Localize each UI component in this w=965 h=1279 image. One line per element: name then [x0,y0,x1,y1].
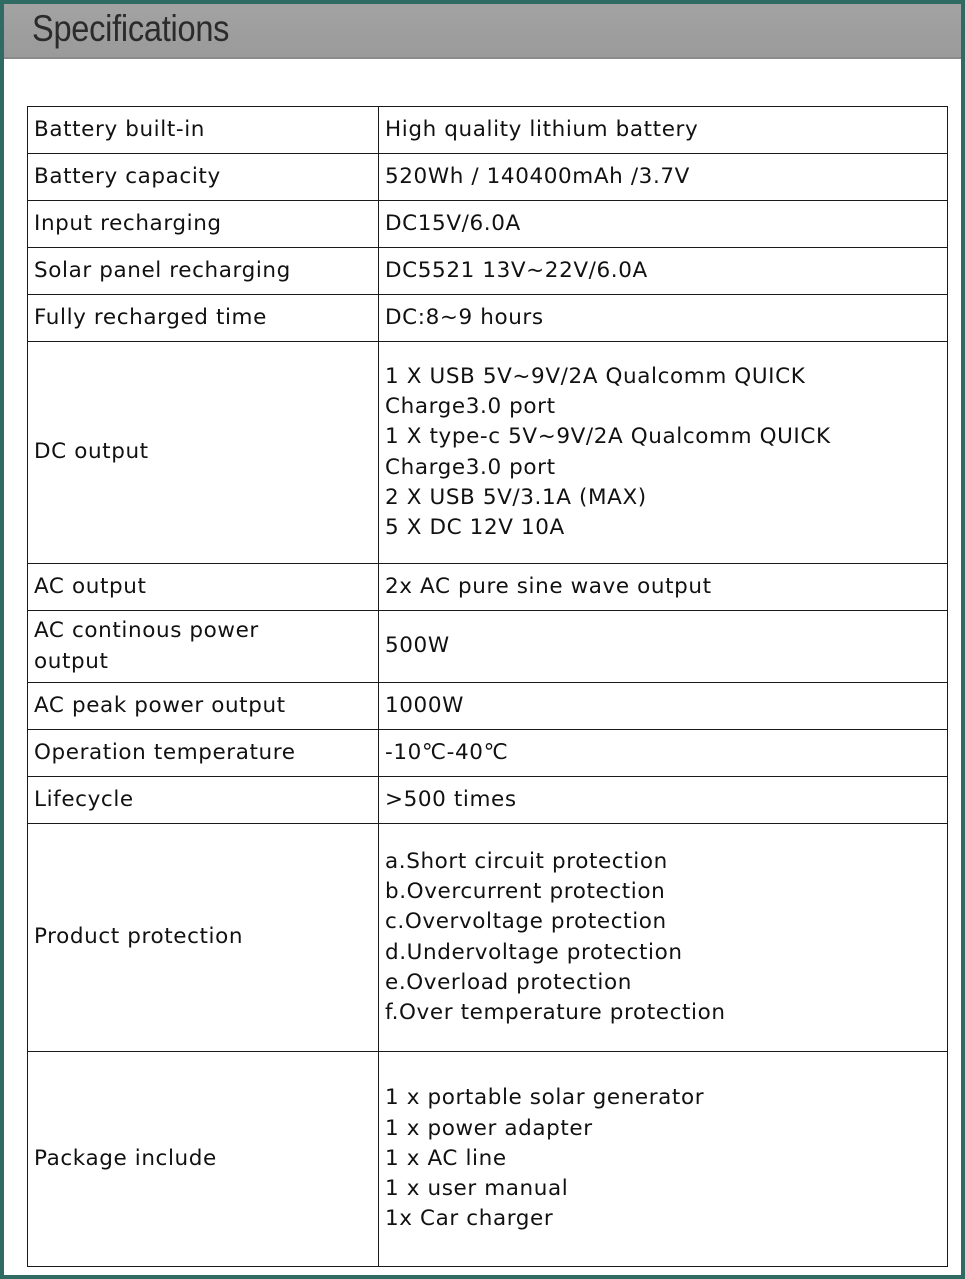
table-row [28,107,948,154]
spec-label: Product protection [28,824,379,1052]
spec-value: 1 x portable solar generator 1 x power adapter 1 x AC line 1 x user manual 1x Car charger [379,1052,948,1267]
table-row [28,1052,948,1267]
table-row [28,201,948,248]
spec-label: AC output [28,564,379,611]
spec-label: DC output [28,342,379,564]
spec-value: DC5521 13V~22V/6.0A [379,248,948,295]
spec-label: Operation temperature [28,730,379,777]
spec-value: 1000W [379,683,948,730]
spec-label: Package include [28,1052,379,1267]
spec-value: 2x AC pure sine wave output [379,564,948,611]
spec-label: Solar panel recharging [28,248,379,295]
spec-label: Input recharging [28,201,379,248]
spec-value: 520Wh / 140400mAh /3.7V [379,154,948,201]
table-row [28,730,948,777]
page-title: Specifications [32,8,230,49]
table-row [28,683,948,730]
table-row [28,248,948,295]
header-bar [4,4,961,59]
table-row [28,824,948,1052]
table-row [28,342,948,564]
table-row [28,611,948,683]
table-row [28,154,948,201]
spec-value: -10℃-40℃ [379,730,948,777]
table-row [28,295,948,342]
spec-value: High quality lithium battery [379,107,948,154]
spec-value: DC:8~9 hours [379,295,948,342]
spec-page [4,4,961,1275]
spec-value: DC15V/6.0A [379,201,948,248]
spec-label: AC continous power output [28,611,379,683]
table-row [28,564,948,611]
spec-label: Fully recharged time [28,295,379,342]
spec-value: 500W [379,611,948,683]
spec-label: AC peak power output [28,683,379,730]
spec-table [27,106,948,1267]
spec-value: 1 X USB 5V~9V/2A Qualcomm QUICK Charge3.0 port 1 X type-c 5V~9V/2A Qualcomm QUICK Charge3.0 port 2 X USB 5V/3.1A (MAX) 5 X DC 12V 10A [379,342,948,564]
spec-value: a.Short circuit protection b.Overcurrent protection c.Overvoltage protection d.Undervoltage protection e.Overload protection f.Over temperature protection [379,824,948,1052]
spec-label: Lifecycle [28,777,379,824]
spec-label: Battery built-in [28,107,379,154]
spec-value: >500 times [379,777,948,824]
spec-label: Battery capacity [28,154,379,201]
table-row [28,777,948,824]
